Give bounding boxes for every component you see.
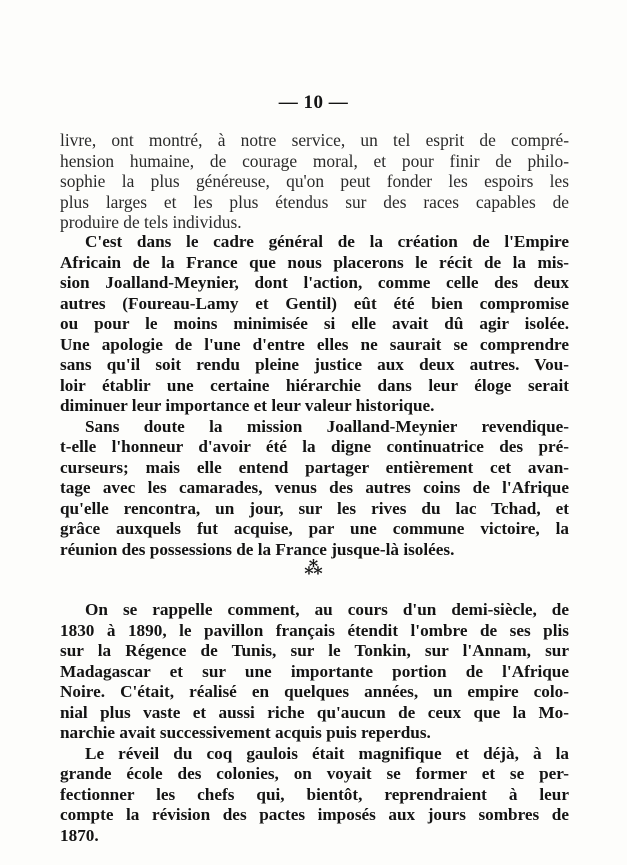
paragraph-continuation — [60, 130, 569, 233]
text-line: hension humaine, de courage moral, et pour finir de philo- — [60, 150, 569, 171]
page-number: — 10 — — [278, 92, 349, 113]
text-line: tage avec les camarades, venus des autres coins de l'Afrique — [60, 478, 569, 497]
paragraph-empire — [60, 232, 569, 560]
text-line: grande école des colonies, on voyait se former et se per- — [60, 764, 569, 783]
text-line: Madagascar et sur une importante portion de l'Afrique — [60, 661, 569, 681]
text-line: sans qu'il soit rendu pleine justice aux deux autres. Vou- — [60, 355, 569, 374]
text-line: plus larges et les plus étendus sur des races capables de — [60, 191, 569, 212]
text-line: narchie avait successivement acquis puis reperdus. — [60, 723, 431, 742]
text-line: sophie la plus généreuse, qu'on peut fonder les espoirs les — [60, 171, 569, 191]
text-line: Africain de la France que nous placerons le récit de la mis- — [60, 252, 569, 272]
text-line: livre, ont montré, à notre service, un tel esprit de compré- — [60, 130, 569, 150]
text-line: grâce auxquels fut acquise, par une commune victoire, la — [60, 519, 569, 538]
text-line: Sans doute la mission Joalland-Meynier revendique- — [85, 416, 569, 436]
text-line: On se rappelle comment, au cours d'un demi-siècle, de — [85, 600, 569, 619]
text-line: Le réveil du coq gaulois était magnifique et déjà, à la — [85, 743, 569, 763]
text-line: autres (Foureau-Lamy et Gentil) eût été bien compromise — [60, 293, 569, 313]
text-line: Une apologie de l'une d'entre elles ne saurait se comprendre — [60, 334, 569, 354]
text-line: fectionner les chefs qui, bientôt, reprendraient à leur — [60, 784, 569, 804]
text-line: sion Joalland-Meynier, dont l'action, comme celle des deux — [60, 273, 569, 292]
text-line: compte la révision des pactes imposés aux jours sombres de — [60, 805, 569, 824]
paragraph-colonial-history — [60, 600, 569, 846]
text-line: ou pour le moins minimisée si elle avait dû agir isolée. — [60, 314, 569, 333]
text-line: loir établir une certaine hiérarchie dans leur éloge serait — [60, 375, 569, 395]
text-line: curseurs; mais elle entend partager entièrement cet avan- — [60, 457, 569, 477]
text-line: t-elle l'honneur d'avoir été la digne continuatrice des pré- — [60, 437, 569, 456]
text-line: C'est dans le cadre général de la création de l'Empire — [85, 232, 569, 251]
text-line: nial plus vaste et aussi riche qu'aucun de ceux que la Mo- — [60, 702, 569, 722]
text-line: 1870. — [60, 825, 99, 845]
text-line: qu'elle rencontra, un jour, sur les rives du lac Tchad, et — [60, 498, 569, 518]
text-line: diminuer leur importance et leur valeur historique. — [60, 396, 435, 415]
text-line: Noire. C'était, réalisé en quelques années, un empire colo- — [60, 682, 569, 701]
text-line: produire de tels individus. — [60, 212, 242, 232]
section-separator-asterism: ⁂ — [304, 558, 323, 578]
text-line: réunion des possessions de la France jusque-là isolées. — [60, 539, 455, 559]
text-line: sur la Régence de Tunis, sur le Tonkin, sur l'Annam, sur — [60, 641, 569, 660]
text-line: 1830 à 1890, le pavillon français étendit l'ombre de ses plis — [60, 620, 569, 640]
